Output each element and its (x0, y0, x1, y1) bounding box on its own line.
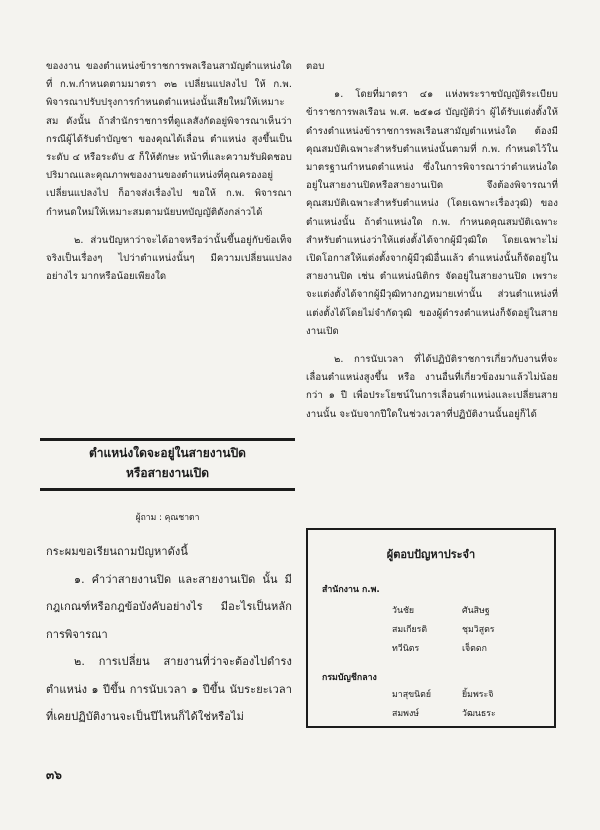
question-one: ๑. คำว่าสายงานปิด และสายงานเปิด นั้น มีกฎเกณฑ์หรือกฎข้อบังคับอย่างไร มีอะไรเป็นหลักการพิจารณา (46, 572, 292, 641)
member-last-name: ศันสิษฐ (462, 606, 490, 616)
answer-panel-title: ผู้ตอบปัญหาประจำ (386, 548, 476, 561)
intro-paragraph: ของงาน ของตำแหน่งข้าราชการพลเรือนสามัญตำแหน่งใด ที่ ก.พ.กำหนดตามมาตรา ๓๒ เปลี่ยนแปลงไป ให้ ก.พ. พิจารณาปรับปรุงการกำหนดตำแหน่งนั้นเสียใหม่ให้เหมาะสม ดังนั้น ถ้าสำนักราชการที่ดูแลสังกัดอยู่พิจารณาเห็นว่ากรณีผู้ได้รับตำบัญชา ของคุณได้เลื่อน ตำแหน่ง สูงขึ้นเป็นระดับ ๔ หรือระดับ ๕ ก็ให้ตักษะ หน้าที่และความรับผิดชอบ ปริมาณและคุณภาพของงานของตำแหน่งที่คุณครองอยู่เปลี่ยนแปลงไป ก็อาจส่งเรื่องไป ขอให้ ก.พ. พิจารณากำหนดใหม่ให้เหมาะสมตามนัยบทบัญญัติดังกล่าวได้ (46, 61, 292, 218)
member-first-name: สมพงษ์ (392, 709, 420, 719)
group-label-comptroller: กรมบัญชีกลาง (322, 673, 377, 683)
panel-member (392, 686, 552, 705)
panel-member (392, 705, 552, 724)
answer-one: ๑. โดยที่มาตรา ๔๑ แห่งพระราชบัญญัติระเบียบข้าราชการพลเรือน พ.ศ. ๒๕๑๘ บัญญัติว่า ผู้ได้รับแต่งตั้งให้ดำรงตำแหน่งข้าราชการพลเรือนสามัญตำแหน่งใด ต้องมีคุณสมบัติเฉพาะสำหรับตำแหน่งนั้นตามที่ ก.พ. กำหนดไว้ในมาตรฐานกำหนดตำแหน่ง ซึ่งในการพิจารณาว่าตำแหน่งใดอยู่ในสายงานปิดหรือสายงานเปิด จึงต้องพิจารณาที่คุณสมบัติเฉพาะสำหรับตำแหน่ง (โดยเฉพาะเรื่องวุฒิ) ของตำแหน่งนั้น ถ้าตำแหน่งใด ก.พ. กำหนดคุณสมบัติเฉพาะสำหรับตำแหน่งว่าให้แต่งตั้งได้จากผู้มีวุฒิใด โดยเฉพาะไม่เปิดโอกาสให้แต่งตั้งจากผู้มีวุฒิอื่นแล้ว ตำแหน่งนั้นก็จัดอยู่ในสายงานปิด เช่น ตำแหน่งนิติกร จัดอยู่ในสายงานปิด เพราะจะแต่งตั้งได้จากผู้มีวุฒิทางกฎหมายเท่านั้น ส่วนตำแหน่งที่แต่งตั้งได้โดยไม่จำกัดวุฒิ ของผู้ดำรงตำแหน่งก็จัดอยู่ในสายงานเปิด (306, 89, 558, 337)
member-last-name: เจ็ตดก (462, 644, 487, 654)
member-last-name: ยิ้มพระจิ (462, 690, 494, 700)
member-last-name: วัฒนธระ (462, 709, 496, 719)
right-column (306, 58, 558, 424)
member-first-name: มาสุขนิตย์ (392, 690, 432, 700)
point-two-paragraph: ๒. ส่วนปัญหาว่าจะได้อาจหรือว่านั้นขึ้นอยู่กับข้อเท็จจริงเป็นเรื่องๆ ไปว่าตำแหน่งนั้นๆ มีความเปลี่ยนแปลงอย่างไร มากหรือน้อยเพียงใด (46, 234, 292, 283)
author-line: ผู้ถาม : คุณชาดา (135, 513, 200, 523)
section-title-line2: หรือสายงานเปิด (126, 466, 209, 480)
member-first-name: ทวีนิตร (392, 644, 420, 654)
member-last-name: ชุมวิสูตร (462, 625, 495, 635)
page-number: ๓๖ (46, 768, 62, 782)
answer-panel-box (306, 528, 556, 728)
section-rule-top (40, 438, 295, 441)
panel-member (392, 640, 552, 659)
panel-member (392, 621, 552, 640)
member-first-name: สมเกียรติ (392, 625, 428, 635)
group-ocsc-names (392, 602, 552, 659)
member-first-name: วันชัย (392, 606, 415, 616)
group-comptroller-names (392, 686, 552, 724)
question-block (46, 538, 292, 731)
group-label-ocsc: สำนักงาน ก.พ. (322, 585, 380, 595)
question-intro: กระผมขอเรียนถามปัญหาดังนี้ (46, 545, 188, 558)
left-column (46, 58, 292, 286)
section-rule-bottom (40, 488, 295, 491)
question-two: ๒. การเปลี่ยน สายงานที่ว่าจะต้องไปดำรงตำแหน่ง ๑ ปีขึ้น การนับเวลา ๑ ปีขึ้น นับระยะเวลาที่เคยปฏิบัติงานจะเป็นปีไหนก็ได้ใช่หรือไม่ (46, 655, 292, 723)
answer-label: ตอบ (306, 61, 325, 72)
section-title-line1: ตำแหน่งใดจะอยู่ในสายงานปิด (89, 446, 246, 460)
section-heading (40, 443, 295, 483)
answer-two: ๒. การนับเวลา ที่ได้ปฏิบัติราชการเกี่ยวกับงานที่จะเลื่อนตำแหน่งสูงขึ้น หรือ งานอื่นที่เกี่ยวข้องมาแล้วไม่น้อยกว่า ๑ ปี เพื่อประโยชน์ในการเลื่อนตำแหน่งและเปลี่ยนสายงานนั้น จะนับจากปีใดในช่วงเวลาที่ปฏิบัติงานนั้นอยู่ก็ได้ (306, 354, 558, 420)
panel-member (392, 602, 552, 621)
